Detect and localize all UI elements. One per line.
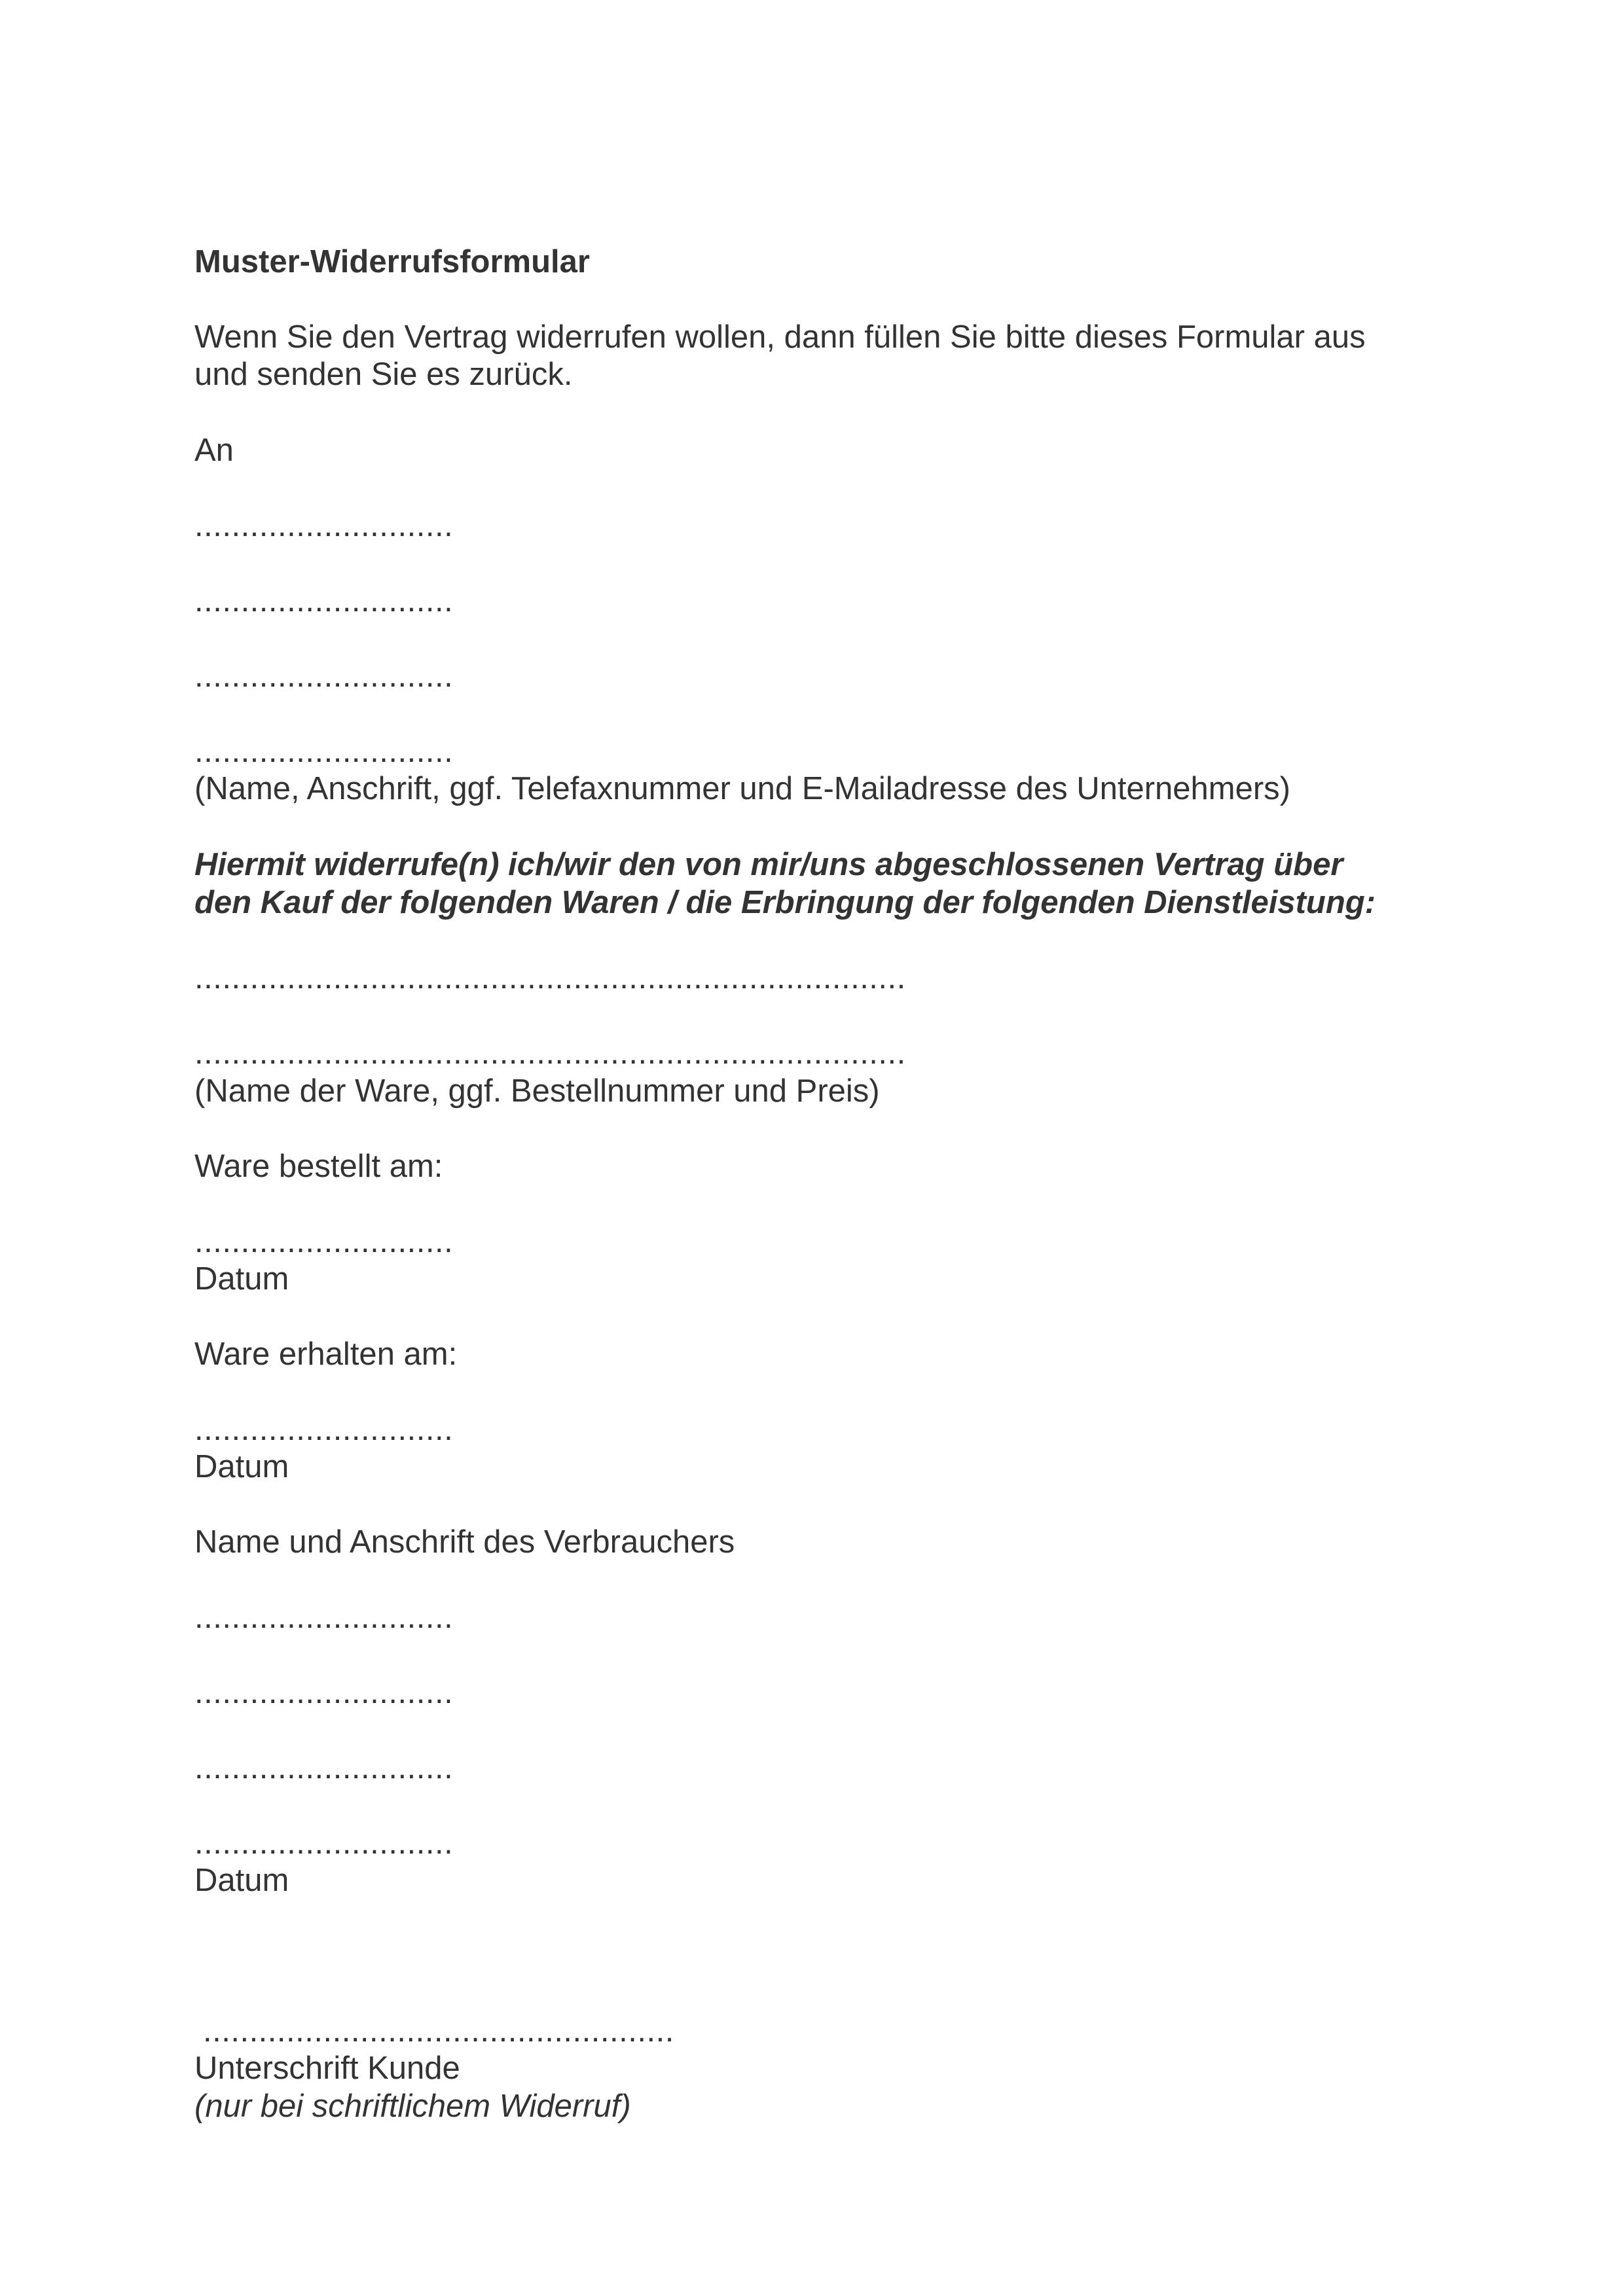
received-label: Ware erhalten am: bbox=[194, 1336, 458, 1372]
consumer-date-caption: Datum bbox=[194, 1863, 289, 1898]
consumer-blank-line[interactable]: ............................ bbox=[194, 1675, 454, 1710]
consumer-blank-line[interactable]: ............................ bbox=[194, 1600, 454, 1635]
ordered-date-blank[interactable]: ............................ bbox=[194, 1224, 454, 1259]
goods-blank-line[interactable]: ............................................................................. bbox=[194, 960, 906, 996]
received-date-caption: Datum bbox=[194, 1449, 289, 1484]
recipient-blank-line[interactable]: ............................ bbox=[194, 734, 454, 769]
declaration-line-2: den Kauf der folgenden Waren / die Erbringung der folgenden Dienstleistung: bbox=[194, 885, 1376, 920]
goods-caption: (Name der Ware, ggf. Bestellnummer und Preis) bbox=[194, 1073, 880, 1109]
document-title: Muster-Widerrufsformular bbox=[194, 244, 590, 279]
signature-note: (nur bei schriftlichem Widerruf) bbox=[194, 2089, 631, 2124]
recipient-label: An bbox=[194, 433, 234, 468]
recipient-blank-line[interactable]: ............................ bbox=[194, 658, 454, 694]
signature-blank[interactable]: ................................................... bbox=[203, 2013, 674, 2049]
intro-line-1: Wenn Sie den Vertrag widerrufen wollen, dann füllen Sie bitte dieses Formular aus bbox=[194, 319, 1366, 355]
consumer-blank-line[interactable]: ............................ bbox=[194, 1825, 454, 1861]
goods-blank-line[interactable]: ............................................................................. bbox=[194, 1035, 906, 1071]
ordered-date-caption: Datum bbox=[194, 1261, 289, 1297]
intro-line-2: und senden Sie es zurück. bbox=[194, 357, 573, 392]
consumer-blank-line[interactable]: ............................ bbox=[194, 1750, 454, 1785]
recipient-caption: (Name, Anschrift, ggf. Telefaxnummer und E-Mailadresse des Unternehmers) bbox=[194, 771, 1290, 806]
ordered-label: Ware bestellt am: bbox=[194, 1149, 443, 1184]
recipient-blank-line[interactable]: ............................ bbox=[194, 508, 454, 543]
declaration-line-1: Hiermit widerrufe(n) ich/wir den von mir/uns abgeschlossenen Vertrag über bbox=[194, 847, 1343, 882]
received-date-blank[interactable]: ............................ bbox=[194, 1412, 454, 1447]
recipient-blank-line[interactable]: ............................ bbox=[194, 583, 454, 619]
consumer-label: Name und Anschrift des Verbrauchers bbox=[194, 1524, 735, 1560]
signature-caption: Unterschrift Kunde bbox=[194, 2051, 460, 2086]
